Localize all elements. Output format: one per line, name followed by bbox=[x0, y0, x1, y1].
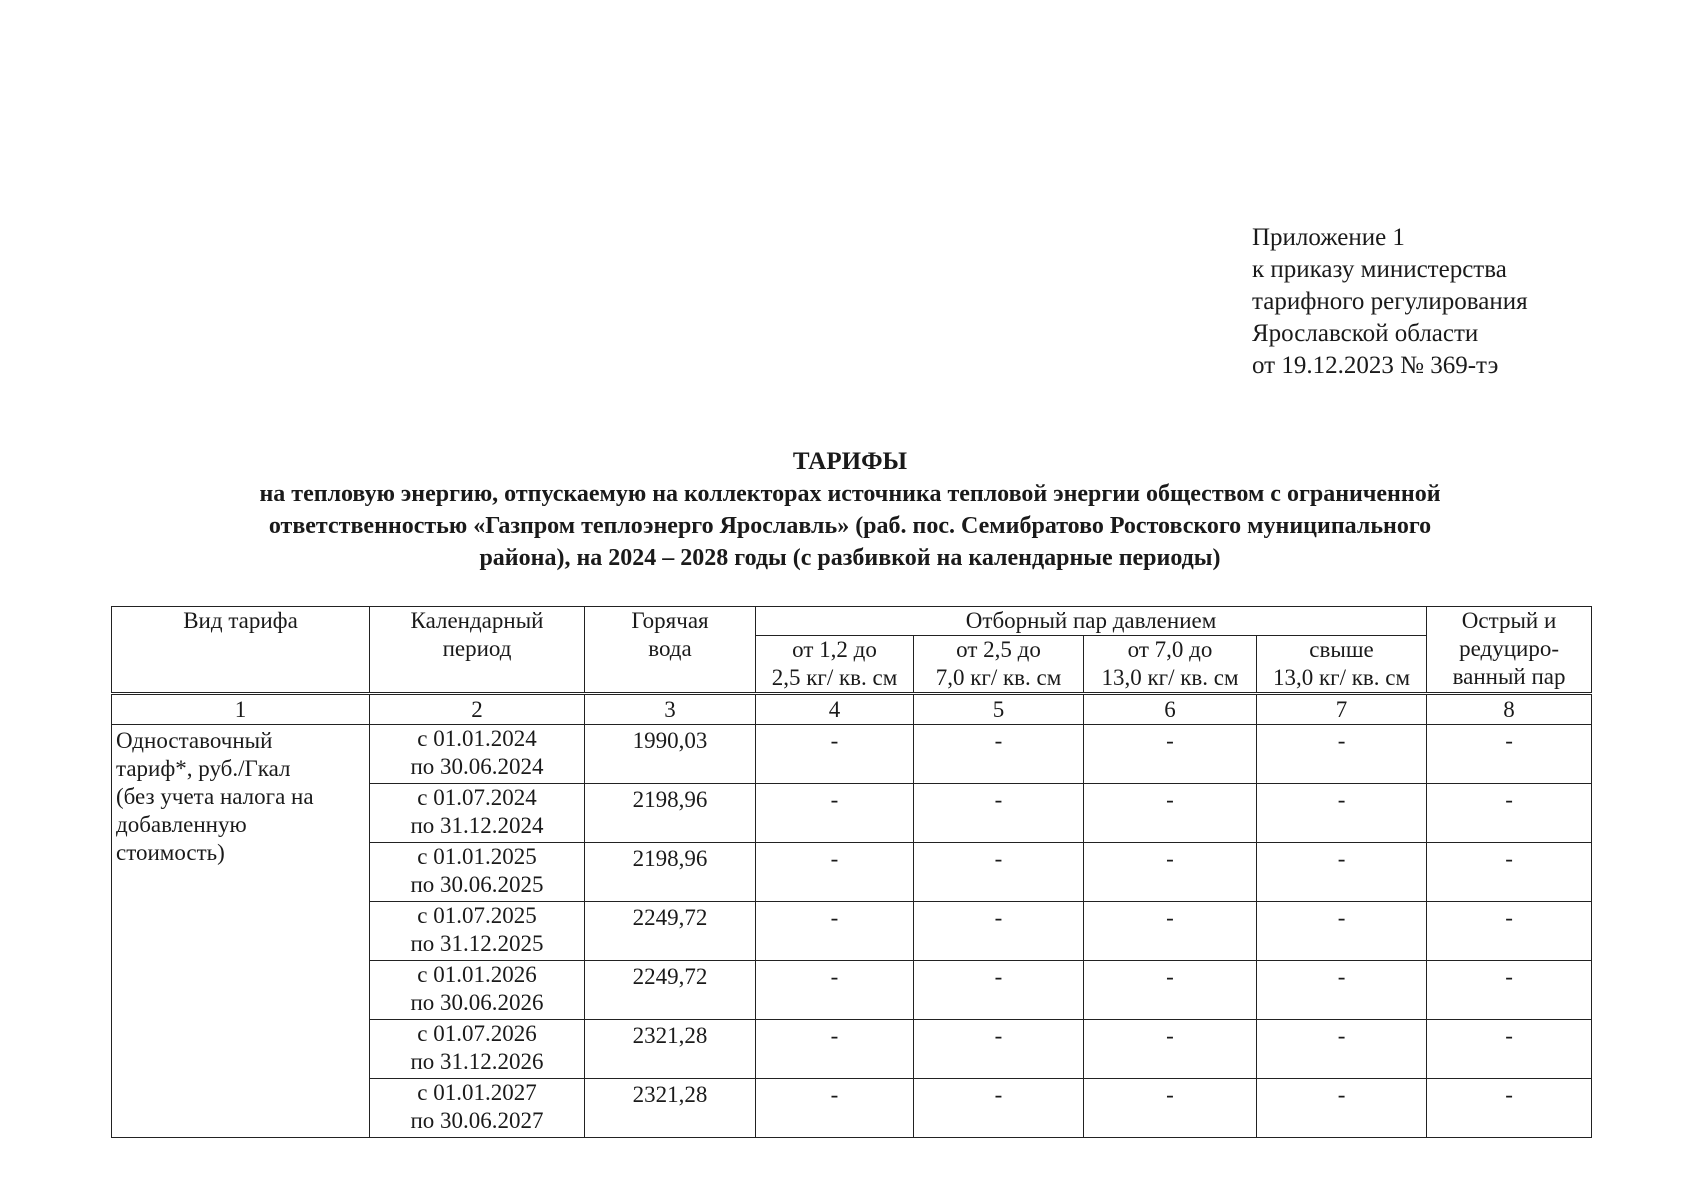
steam-value: - bbox=[1084, 1020, 1257, 1079]
appendix-line: Ярославской области bbox=[1252, 320, 1479, 347]
column-number: 1 bbox=[112, 694, 370, 725]
table-row bbox=[112, 725, 1592, 784]
steam-value: - bbox=[914, 725, 1084, 784]
steam-value: - bbox=[914, 1020, 1084, 1079]
header-steam-range: от 1,2 до 2,5 кг/ кв. см bbox=[756, 636, 914, 694]
sharp-steam-value: - bbox=[1427, 725, 1592, 784]
sharp-steam-value: - bbox=[1427, 1020, 1592, 1079]
steam-value: - bbox=[1257, 961, 1427, 1020]
sharp-steam-value: - bbox=[1427, 784, 1592, 843]
hot-water-value: 1990,03 bbox=[585, 725, 756, 784]
header-tariff-kind: Вид тарифа bbox=[112, 607, 370, 694]
steam-value: - bbox=[1084, 843, 1257, 902]
steam-value: - bbox=[1257, 784, 1427, 843]
header-steam-range: свыше 13,0 кг/ кв. см bbox=[1257, 636, 1427, 694]
appendix-line: к приказу министерства bbox=[1252, 256, 1507, 283]
column-number: 3 bbox=[585, 694, 756, 725]
header-extraction-steam: Отборный пар давлением bbox=[756, 607, 1427, 636]
period-cell: с 01.01.2027 по 30.06.2027 bbox=[370, 1079, 585, 1138]
steam-value: - bbox=[1084, 902, 1257, 961]
steam-value: - bbox=[756, 961, 914, 1020]
hot-water-value: 2198,96 bbox=[585, 843, 756, 902]
steam-value: - bbox=[756, 1020, 914, 1079]
column-number: 2 bbox=[370, 694, 585, 725]
hot-water-value: 2249,72 bbox=[585, 902, 756, 961]
period-cell: с 01.01.2025 по 30.06.2025 bbox=[370, 843, 585, 902]
period-cell: с 01.07.2024 по 31.12.2024 bbox=[370, 784, 585, 843]
steam-value: - bbox=[914, 784, 1084, 843]
column-number: 6 bbox=[1084, 694, 1257, 725]
steam-value: - bbox=[1257, 902, 1427, 961]
hot-water-value: 2321,28 bbox=[585, 1079, 756, 1138]
steam-value: - bbox=[914, 961, 1084, 1020]
document-title: ТАРИФЫ bbox=[792, 448, 908, 475]
sharp-steam-value: - bbox=[1427, 843, 1592, 902]
table-header-row bbox=[112, 607, 1592, 636]
header-steam-range: от 7,0 до 13,0 кг/ кв. см bbox=[1084, 636, 1257, 694]
document-heading bbox=[140, 446, 1560, 574]
steam-value: - bbox=[1257, 1079, 1427, 1138]
hot-water-value: 2249,72 bbox=[585, 961, 756, 1020]
column-number: 4 bbox=[756, 694, 914, 725]
steam-value: - bbox=[756, 784, 914, 843]
appendix-reference bbox=[1252, 222, 1528, 382]
steam-value: - bbox=[756, 902, 914, 961]
steam-value: - bbox=[914, 902, 1084, 961]
steam-value: - bbox=[1084, 1079, 1257, 1138]
steam-value: - bbox=[914, 1079, 1084, 1138]
steam-value: - bbox=[756, 1079, 914, 1138]
sharp-steam-value: - bbox=[1427, 961, 1592, 1020]
column-number: 8 bbox=[1427, 694, 1592, 725]
steam-value: - bbox=[1084, 961, 1257, 1020]
header-hot-water: Горячая вода bbox=[585, 607, 756, 694]
hot-water-value: 2321,28 bbox=[585, 1020, 756, 1079]
document-subtitle-line: ответственностью «Газпром теплоэнерго Ярославль» (раб. пос. Семибратово Ростовского муниципального bbox=[268, 513, 1432, 539]
period-cell: с 01.07.2025 по 31.12.2025 bbox=[370, 902, 585, 961]
steam-value: - bbox=[1257, 843, 1427, 902]
period-cell: с 01.01.2024 по 30.06.2024 bbox=[370, 725, 585, 784]
tariff-kind-cell: Одноставочный тариф*, руб./Гкал (без учета налога на добавленную стоимость) bbox=[112, 725, 370, 1138]
appendix-line: тарифного регулирования bbox=[1252, 288, 1528, 315]
column-number-row bbox=[112, 694, 1592, 725]
period-cell: с 01.07.2026 по 31.12.2026 bbox=[370, 1020, 585, 1079]
hot-water-value: 2198,96 bbox=[585, 784, 756, 843]
tariffs-table bbox=[111, 606, 1592, 1138]
header-sharp-reduced-steam: Острый и редуциро- ванный пар bbox=[1427, 607, 1592, 694]
sharp-steam-value: - bbox=[1427, 902, 1592, 961]
appendix-line: Приложение 1 bbox=[1252, 224, 1405, 251]
steam-value: - bbox=[1257, 725, 1427, 784]
column-number: 5 bbox=[914, 694, 1084, 725]
header-steam-range: от 2,5 до 7,0 кг/ кв. см bbox=[914, 636, 1084, 694]
appendix-line: от 19.12.2023 № 369-тэ bbox=[1252, 352, 1499, 379]
document-subtitle-line: района), на 2024 – 2028 годы (с разбивкой на календарные периоды) bbox=[479, 545, 1221, 571]
document-subtitle-line: на тепловую энергию, отпускаемую на коллекторах источника тепловой энергии обществом с ограниченной bbox=[259, 481, 1441, 507]
steam-value: - bbox=[756, 843, 914, 902]
steam-value: - bbox=[1084, 725, 1257, 784]
steam-value: - bbox=[756, 725, 914, 784]
period-cell: с 01.01.2026 по 30.06.2026 bbox=[370, 961, 585, 1020]
header-calendar-period: Календарный период bbox=[370, 607, 585, 694]
steam-value: - bbox=[914, 843, 1084, 902]
steam-value: - bbox=[1257, 1020, 1427, 1079]
steam-value: - bbox=[1084, 784, 1257, 843]
sharp-steam-value: - bbox=[1427, 1079, 1592, 1138]
column-number: 7 bbox=[1257, 694, 1427, 725]
